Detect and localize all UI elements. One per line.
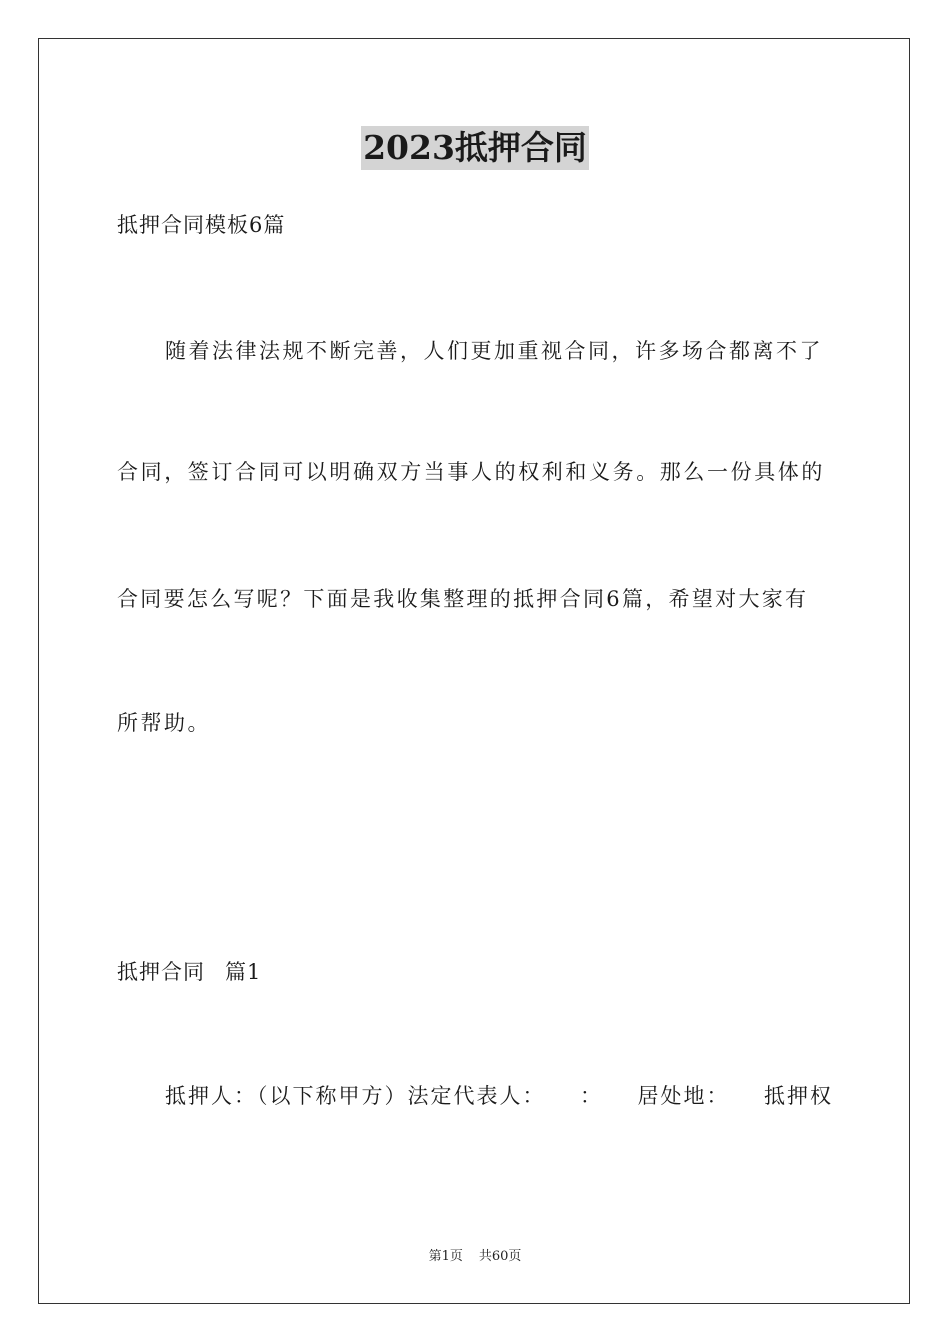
blank-field-colon: ： — [580, 1084, 603, 1108]
page-footer — [0, 1248, 950, 1266]
intro-line-4: 所帮助。 — [117, 711, 211, 735]
title-container — [0, 126, 950, 170]
document-title: 2023抵押合同 — [361, 126, 589, 170]
page-current: 第1页 — [428, 1249, 463, 1264]
document-subtitle: 抵押合同模板6篇 — [117, 213, 286, 237]
section-heading — [117, 957, 261, 987]
residence-field-label: 居处地： — [637, 1084, 730, 1108]
intro-line-2: 合同，签订合同可以明确双方当事人的权利和义务。那么一份具体的 — [117, 460, 825, 484]
section-title: 抵押合同 — [117, 960, 205, 984]
intro-line-3: 合同要怎么写呢？下面是我收集整理的抵押合同6篇，希望对大家有 — [117, 587, 809, 611]
mortgage-right-label: 抵押权 — [764, 1084, 833, 1108]
mortgagor-field-label: 抵押人：（以下称甲方）法定代表人： — [165, 1084, 546, 1108]
intro-line-1: 随着法律法规不断完善，人们更加重视合同，许多场合都离不了 — [165, 339, 823, 363]
section-number: 篇1 — [225, 960, 262, 984]
page-total: 共60页 — [478, 1249, 522, 1264]
contract-fields-line — [165, 1081, 833, 1111]
